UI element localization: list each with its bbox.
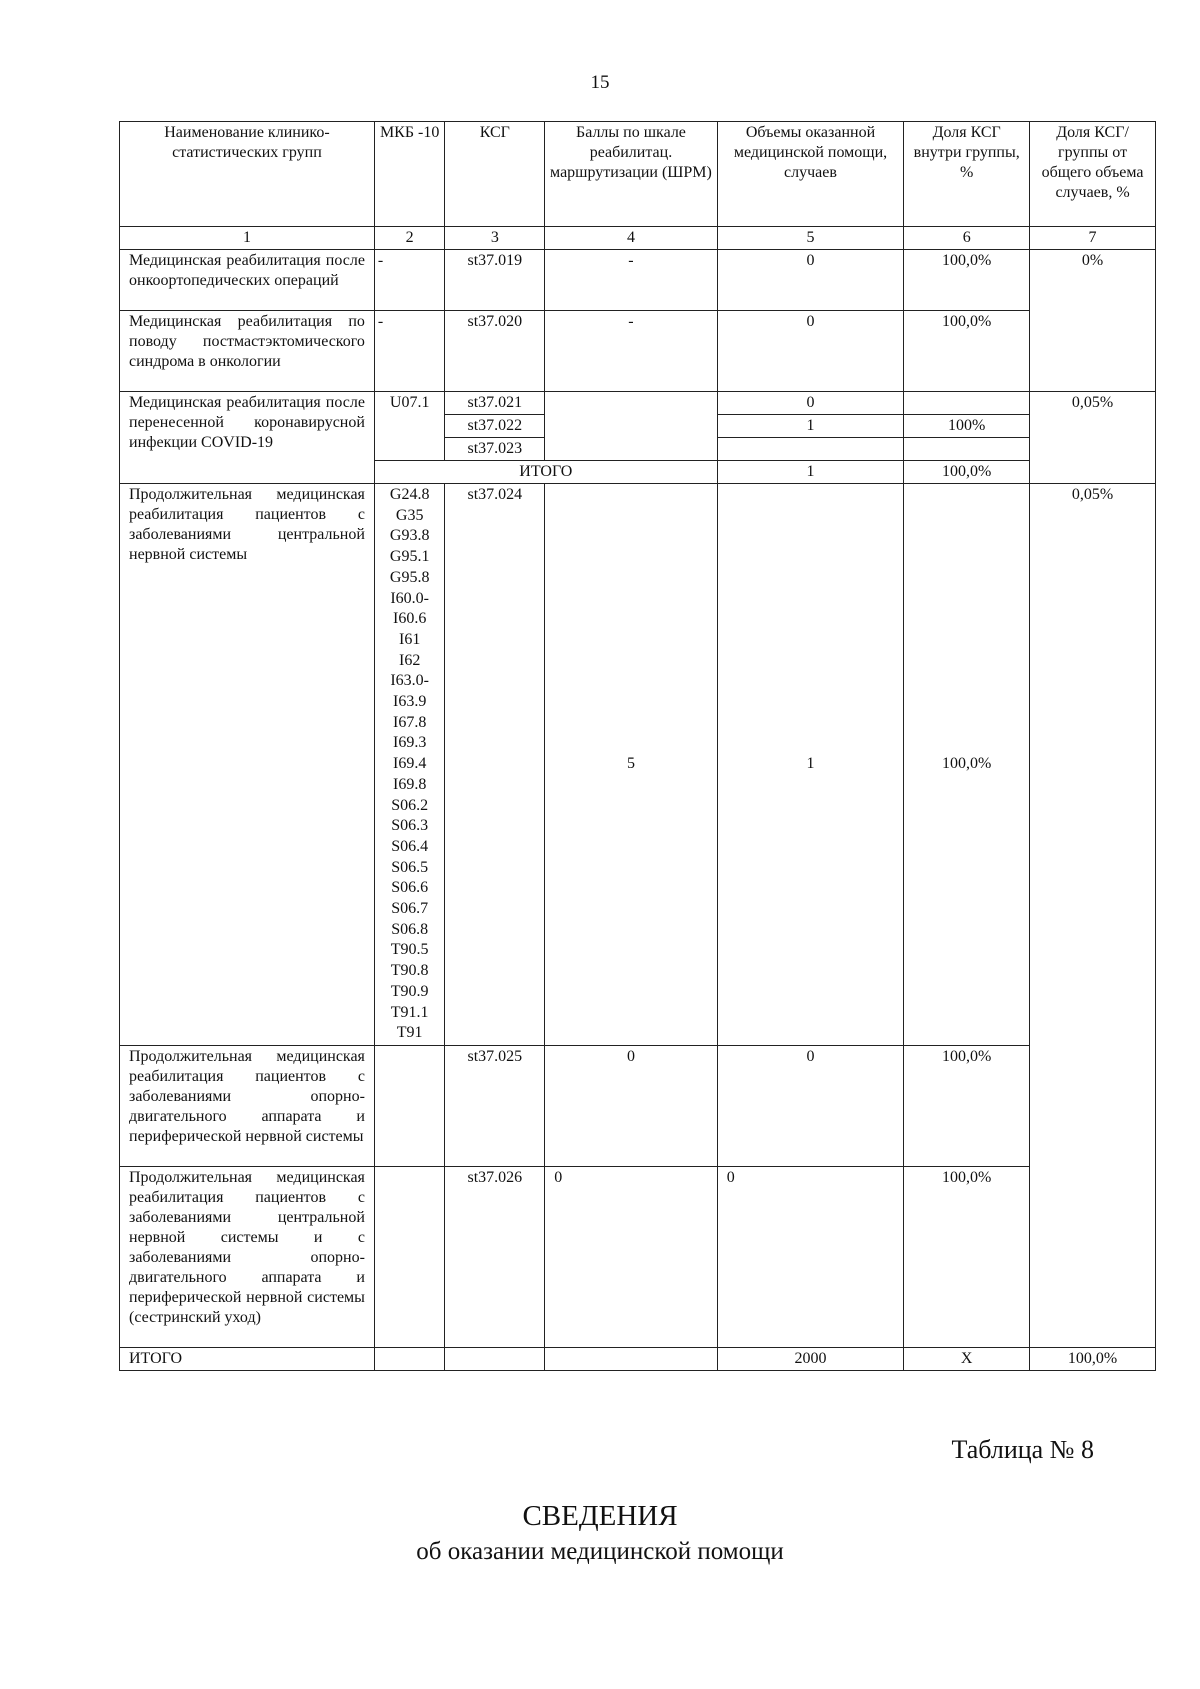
mkb-code: T90.9 xyxy=(390,982,429,1000)
grand-total-volume: 2000 xyxy=(717,1347,904,1370)
volume-value: 0 xyxy=(717,1045,904,1166)
shrm-score: - xyxy=(545,250,717,311)
mkb-code xyxy=(374,1166,445,1347)
shrm-score: 0 xyxy=(545,1166,717,1347)
mkb-code: G93.8 xyxy=(389,527,430,545)
grand-total-share: Х xyxy=(904,1347,1030,1370)
mkb-code: - xyxy=(374,311,445,392)
mkb-code: I60.6 xyxy=(393,610,427,628)
grand-total-empty xyxy=(545,1347,717,1370)
mkb-code xyxy=(374,1045,445,1166)
mkb-code: S06.4 xyxy=(391,837,429,855)
mkb-code: S06.8 xyxy=(391,920,429,938)
share-in-group: 100,0% xyxy=(904,1166,1030,1347)
mkb-code: S06.6 xyxy=(391,879,429,897)
ksg-code: st37.023 xyxy=(445,438,545,461)
column-index: 4 xyxy=(545,227,717,250)
ksg-code: st37.026 xyxy=(445,1166,545,1347)
page-number: 15 xyxy=(590,72,610,93)
header-shrm: Баллы по шкале реабилитац. маршрутизации (ШРМ) xyxy=(545,122,717,227)
group-name: Продолжительная медицинская реабилитация пациентов с заболеваниями опорно-двигательного аппарата и периферической нервной системы xyxy=(120,1045,375,1166)
subtotal-share: 100,0% xyxy=(904,461,1030,484)
header-name: Наименование клинико-статистических групп xyxy=(120,122,375,227)
column-index: 3 xyxy=(445,227,545,250)
mkb-code: U07.1 xyxy=(374,392,445,461)
volume-value: 0 xyxy=(717,1166,904,1347)
mkb-code: S06.5 xyxy=(391,858,429,876)
shrm-score: 0 xyxy=(545,1045,717,1166)
shrm-score: - xyxy=(545,311,717,392)
mkb-code: I69.8 xyxy=(393,775,427,793)
subtotal-label: ИТОГО xyxy=(374,461,717,484)
mkb-code: I62 xyxy=(399,651,421,669)
mkb-code-list xyxy=(374,484,445,1046)
mkb-code: T91.1 xyxy=(390,1003,429,1021)
ksg-code: st37.021 xyxy=(445,392,545,415)
share-in-group xyxy=(904,438,1030,461)
header-row xyxy=(120,122,1156,227)
table-caption: Таблица № 8 xyxy=(951,1435,1094,1464)
share-in-group: 100,0% xyxy=(904,311,1030,392)
share-total: 0,05% xyxy=(1030,484,1156,1348)
mkb-code: S06.7 xyxy=(391,900,429,918)
share-total: 0,05% xyxy=(1030,392,1156,484)
header-share-total: Доля КСГ/группы от общего объема случаев, % xyxy=(1030,122,1156,227)
mkb-code: I69.3 xyxy=(393,734,427,752)
table-row xyxy=(120,392,1156,415)
share-in-group: 100,0% xyxy=(904,484,1030,1046)
mkb-code: I63.0- xyxy=(390,672,429,690)
group-name: Медицинская реабилитация после перенесенной коронавирусной инфекции COVID-19 xyxy=(120,392,375,484)
table-row xyxy=(120,484,1156,1046)
grand-total-total-share: 100,0% xyxy=(1030,1347,1156,1370)
mkb-code: T91 xyxy=(396,1024,423,1042)
mkb-code: G95.1 xyxy=(389,548,430,566)
column-index-row xyxy=(120,227,1156,250)
column-index: 2 xyxy=(374,227,445,250)
group-name: Медицинская реабилитация по поводу постмастэктомического синдрома в онкологии xyxy=(120,311,375,392)
group-name: Продолжительная медицинская реабилитация пациентов с заболеваниями центральной нервной системы xyxy=(120,484,375,1046)
section-heading: СВЕДЕНИЯ xyxy=(522,1500,678,1532)
mkb-code: G95.8 xyxy=(389,568,430,586)
column-index: 5 xyxy=(717,227,904,250)
grand-total-label: ИТОГО xyxy=(120,1347,375,1370)
share-in-group: 100% xyxy=(904,415,1030,438)
section-subheading: об оказании медицинской помощи xyxy=(416,1538,784,1565)
ksg-code: st37.019 xyxy=(445,250,545,311)
ksg-table xyxy=(119,121,1156,1371)
mkb-code: S06.3 xyxy=(391,817,429,835)
ksg-code: st37.020 xyxy=(445,311,545,392)
mkb-code: G24.8 xyxy=(389,486,430,503)
header-mkb: МКБ -10 xyxy=(374,122,445,227)
header-share-in-group: Доля КСГ внутри группы, % xyxy=(904,122,1030,227)
table-row xyxy=(120,250,1156,311)
share-in-group: 100,0% xyxy=(904,1045,1030,1166)
shrm-score: 5 xyxy=(545,484,717,1046)
grand-total-empty xyxy=(445,1347,545,1370)
mkb-code: I67.8 xyxy=(393,713,427,731)
volume-value: 1 xyxy=(717,484,904,1046)
column-index: 7 xyxy=(1030,227,1156,250)
volume-value: 1 xyxy=(717,415,904,438)
ksg-code: st37.022 xyxy=(445,415,545,438)
mkb-code: - xyxy=(374,250,445,311)
mkb-code: T90.8 xyxy=(390,962,429,980)
mkb-code: I61 xyxy=(399,630,421,648)
group-name: Продолжительная медицинская реабилитация пациентов с заболеваниями центральной нервной системы и с заболеваниями опорно-двигательного аппарата и периферической нервной системы (сестринский уход) xyxy=(120,1166,375,1347)
grand-total-row xyxy=(120,1347,1156,1370)
share-in-group: 100,0% xyxy=(904,250,1030,311)
table-row xyxy=(120,1166,1156,1347)
ksg-code: st37.025 xyxy=(445,1045,545,1166)
header-volume: Объемы оказанной медицинской помощи, случаев xyxy=(717,122,904,227)
mkb-code: I69.4 xyxy=(393,755,427,773)
shrm-score xyxy=(545,392,717,461)
group-name: Медицинская реабилитация после онкоортопедических операций xyxy=(120,250,375,311)
ksg-code: st37.024 xyxy=(445,484,545,1046)
volume-value: 0 xyxy=(717,392,904,415)
grand-total-empty xyxy=(374,1347,445,1370)
volume-value: 0 xyxy=(717,311,904,392)
header-ksg: КСГ xyxy=(445,122,545,227)
mkb-code: T90.5 xyxy=(390,941,429,959)
mkb-code: S06.2 xyxy=(391,796,429,814)
table-row xyxy=(120,1045,1156,1166)
share-in-group xyxy=(904,392,1030,415)
mkb-code: I60.0- xyxy=(390,589,429,607)
mkb-code: I63.9 xyxy=(393,693,427,711)
mkb-code: G35 xyxy=(395,506,424,524)
table-row xyxy=(120,311,1156,392)
column-index: 1 xyxy=(120,227,375,250)
subtotal-volume: 1 xyxy=(717,461,904,484)
share-total: 0% xyxy=(1030,250,1156,392)
volume-value: 0 xyxy=(717,250,904,311)
volume-value xyxy=(717,438,904,461)
column-index: 6 xyxy=(904,227,1030,250)
